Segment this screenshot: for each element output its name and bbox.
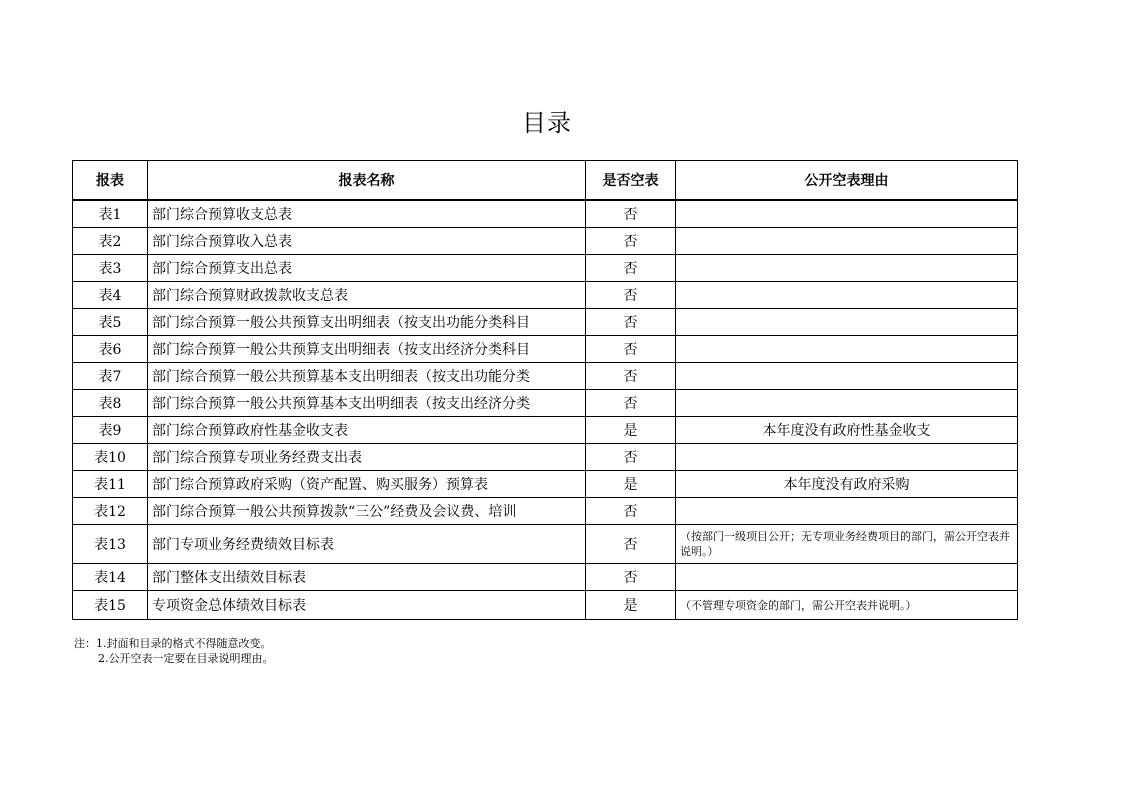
row-reason: 本年度没有政府性基金收支 [676,417,1018,444]
row-is-empty: 否 [586,498,676,525]
row-is-empty: 否 [586,336,676,363]
row-name: 部门综合预算一般公共预算拨款“三公”经费及会议费、培训 [148,498,586,525]
row-name: 部门整体支出绩效目标表 [148,564,586,591]
footnote-1: 注：1.封面和目录的格式不得随意改变。 [74,637,272,650]
row-is-empty: 是 [586,417,676,444]
row-id: 表5 [73,309,148,336]
row-name: 部门综合预算收入总表 [148,228,586,255]
row-is-empty: 是 [586,471,676,498]
table-row [73,336,1018,363]
row-name: 部门综合预算专项业务经费支出表 [148,444,586,471]
row-id: 表3 [73,255,148,282]
row-name: 部门综合预算财政拨款收支总表 [148,282,586,309]
row-id: 表11 [73,471,148,498]
row-name: 部门综合预算一般公共预算支出明细表（按支出经济分类科目 [148,336,586,363]
row-id: 表6 [73,336,148,363]
row-reason [676,228,1018,255]
table-row [73,363,1018,390]
row-id: 表12 [73,498,148,525]
table-row [73,390,1018,417]
table-row [73,200,1018,228]
row-is-empty: 否 [586,363,676,390]
table-row [73,255,1018,282]
footnote-2: 2.公开空表一定要在目录说明理由。 [98,652,274,665]
row-name: 部门综合预算收支总表 [148,200,586,228]
row-is-empty: 是 [586,591,676,620]
row-is-empty: 否 [586,309,676,336]
toc-table [72,160,1018,620]
row-reason [676,390,1018,417]
row-id: 表10 [73,444,148,471]
toc-header [73,161,1018,201]
row-name: 部门综合预算一般公共预算基本支出明细表（按支出经济分类 [148,390,586,417]
row-id: 表9 [73,417,148,444]
row-is-empty: 否 [586,255,676,282]
table-row [73,498,1018,525]
table-row [73,564,1018,591]
page-title: 目录 [522,109,572,137]
row-reason [676,444,1018,471]
row-reason: （不管理专项资金的部门，需公开空表并说明。） [676,591,1018,620]
row-is-empty: 否 [586,282,676,309]
row-is-empty: 否 [586,228,676,255]
row-reason [676,282,1018,309]
row-reason [676,255,1018,282]
header-reason: 公开空表理由 [676,161,1018,201]
row-reason [676,363,1018,390]
row-id: 表8 [73,390,148,417]
table-row [73,444,1018,471]
row-id: 表2 [73,228,148,255]
header-row [73,161,1018,201]
row-id: 表14 [73,564,148,591]
table-row [73,471,1018,498]
row-reason [676,498,1018,525]
row-id: 表7 [73,363,148,390]
table-row [73,282,1018,309]
row-id: 表4 [73,282,148,309]
row-id: 表13 [73,525,148,564]
header-is-empty: 是否空表 [586,161,676,201]
row-reason: （按部门一级项目公开；无专项业务经费项目的部门，需公开空表并说明。） [676,525,1018,564]
table-row [73,525,1018,564]
row-is-empty: 否 [586,444,676,471]
row-name: 部门综合预算政府采购（资产配置、购买服务）预算表 [148,471,586,498]
row-reason [676,564,1018,591]
row-name: 部门综合预算支出总表 [148,255,586,282]
header-id: 报表 [73,161,148,201]
row-is-empty: 否 [586,564,676,591]
row-name: 部门综合预算一般公共预算基本支出明细表（按支出功能分类 [148,363,586,390]
footnotes [74,636,274,666]
row-reason [676,200,1018,228]
table-row [73,228,1018,255]
row-name: 部门专项业务经费绩效目标表 [148,525,586,564]
row-id: 表1 [73,200,148,228]
table-row [73,591,1018,620]
row-name: 专项资金总体绩效目标表 [148,591,586,620]
row-name: 部门综合预算政府性基金收支表 [148,417,586,444]
row-reason [676,309,1018,336]
table-row [73,417,1018,444]
toc-body [73,200,1018,620]
row-id: 表15 [73,591,148,620]
row-is-empty: 否 [586,390,676,417]
table-row [73,309,1018,336]
row-reason: 本年度没有政府采购 [676,471,1018,498]
row-is-empty: 否 [586,525,676,564]
row-is-empty: 否 [586,200,676,228]
header-name: 报表名称 [148,161,586,201]
row-name: 部门综合预算一般公共预算支出明细表（按支出功能分类科目 [148,309,586,336]
row-reason [676,336,1018,363]
